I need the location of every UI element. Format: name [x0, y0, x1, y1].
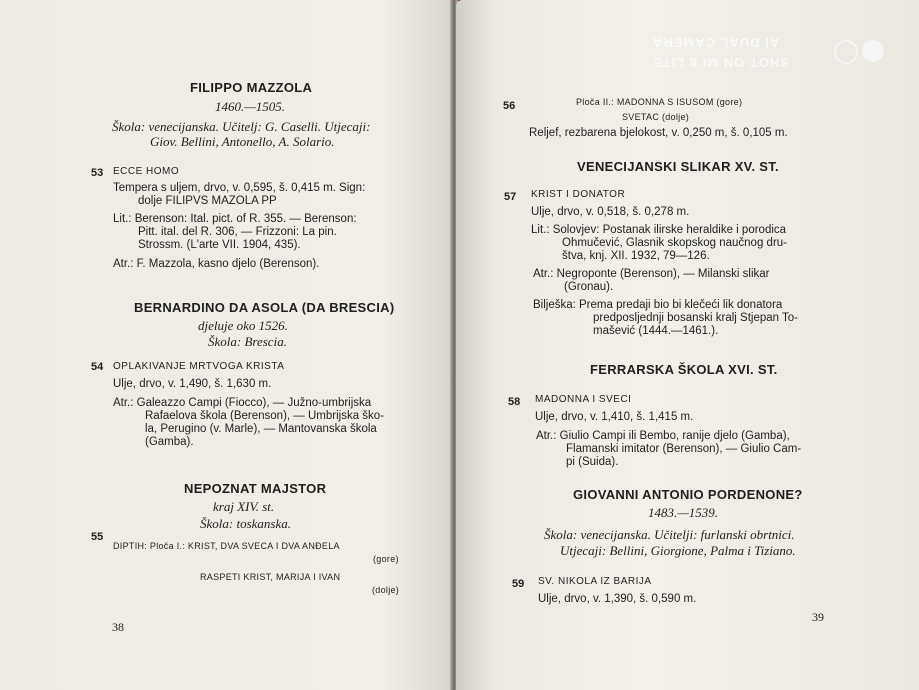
entry-text: (Gamba). [145, 436, 194, 448]
entry-title: DIPTIH: Ploča I.: KRIST, DVA SVECA I DVA ANĐELA [113, 541, 340, 551]
watermark-dot-icon [862, 40, 884, 62]
section-note: Utjecaji: Bellini, Giorgione, Palma i Tiziano. [560, 543, 796, 558]
entry-text: Ulje, drvo, v. 0,518, š. 0,278 m. [531, 206, 690, 218]
entry-text: Lit.: Solovjev: Postanak ilirske heraldike i porodica [531, 224, 787, 236]
right-page [456, 0, 919, 690]
section-note: Giov. Bellini, Antonello, A. Solario. [150, 134, 335, 149]
entry-text: Atr.: Negroponte (Berenson), — Milanski slikar [533, 268, 770, 280]
entry-text: Reljef, rezbarena bjelokost, v. 0,250 m, š. 0,105 m. [529, 127, 788, 139]
camera-watermark [652, 32, 789, 72]
section-note: Škola: venecijanska. Učitelj: G. Caselli. Utjecaji: [112, 119, 371, 134]
entry-text: Flamanski imitator (Berenson), — Giulio Cam- [566, 443, 802, 455]
entry-text: predposljednji bosanski kralj Stjepan To- [593, 312, 798, 324]
entry-title: OPLAKIVANJE MRTVOGA KRISTA [113, 361, 285, 372]
entry-text: Ohmučević, Glasnik skopskog naučnog dru- [562, 237, 787, 249]
section-title: VENECIJANSKI SLIKAR XV. ST. [577, 159, 779, 174]
entry-title: RASPETI KRIST, MARIJA I IVAN [200, 572, 341, 582]
section-note: Škola: venecijanska. Učitelji: furlanski obrtnici. [544, 527, 795, 542]
entry-title: ECCE HOMO [113, 166, 180, 177]
entry-title: SV. NIKOLA IZ BARIJA [538, 576, 652, 587]
entry-text: Pitt. ital. del R. 306, — Frizzoni: La pin. [138, 226, 337, 238]
entry-number: 56 [503, 100, 516, 112]
entry-text: pi (Suida). [566, 456, 619, 468]
section-title: GIOVANNI ANTONIO PORDENONE? [573, 487, 803, 502]
entry-number: 58 [508, 396, 521, 408]
section-note: kraj XIV. st. [213, 499, 275, 514]
entry-number: 59 [512, 578, 525, 590]
entry-title: MADONNA I SVECI [535, 394, 632, 405]
section-note: Škola: toskanska. [200, 516, 291, 531]
entry-text: Ulje, drvo, v. 1,410, š. 1,415 m. [535, 411, 694, 423]
entry-title: Ploča II.: MADONNA S ISUSOM (gore) [576, 97, 743, 107]
entry-number: 54 [91, 361, 104, 373]
entry-number: 55 [91, 531, 104, 543]
entry-text: Rafaelova škola (Berenson), — Umbrijska ško- [145, 410, 385, 422]
entry-text: Lit.: Berenson: Ital. pict. of R. 355. — Berenson: [113, 213, 357, 225]
entry-text: mašević (1444.—1461.). [593, 325, 719, 337]
entry-text: Tempera s uljem, drvo, v. 0,595, š. 0,415 m. Sign: [113, 182, 366, 194]
entry-text: Strossm. (L'arte VII. 1904, 435). [138, 239, 301, 251]
left-page [0, 0, 452, 690]
watermark-ring-icon [834, 40, 858, 64]
entry-text: (Gronau). [564, 281, 614, 293]
entry-text: (gore) [373, 554, 399, 564]
entry-text: Bilješka: Prema predaji bio bi klečeći lik donatora [533, 299, 783, 311]
entry-text: Ulje, drvo, v. 1,490, š. 1,630 m. [113, 378, 272, 390]
section-title: FILIPPO MAZZOLA [190, 80, 313, 95]
watermark-line: SHOT ON MI 8 LITE [652, 55, 789, 70]
entry-number: 53 [91, 167, 104, 179]
entry-text: Atr.: Galeazzo Campi (Fiocco), — Južno-umbrijska [113, 397, 372, 409]
section-note: Škola: Brescia. [208, 334, 287, 349]
entry-text: Atr.: Giulio Campi ili Bembo, ranije djelo (Gamba), [536, 430, 790, 442]
section-note: djeluje oko 1526. [198, 318, 288, 333]
entry-text: štva, knj. XII. 1932, 79—126. [562, 250, 710, 262]
entry-text: la, Perugino (v. Marle), — Mantovanska škola [145, 423, 377, 435]
entry-title: SVETAC (dolje) [622, 112, 690, 122]
entry-title: KRIST I DONATOR [531, 189, 626, 200]
entry-text: Ulje, drvo, v. 1,390, š. 0,590 m. [538, 593, 697, 605]
section-title: NEPOZNAT MAJSTOR [184, 481, 327, 496]
section-dates: 1483.—1539. [648, 505, 719, 520]
page-number: 38 [112, 620, 124, 634]
entry-number: 57 [504, 191, 517, 203]
page-number: 39 [812, 610, 824, 624]
section-title: FERRARSKA ŠKOLA XVI. ST. [590, 362, 778, 377]
section-dates: 1460.—1505. [215, 99, 286, 114]
watermark-line: AI DUAL CAMERA [652, 35, 780, 50]
entry-text: (dolje) [372, 585, 400, 595]
entry-text: dolje FILIPVS MAZOLA PP [138, 195, 277, 207]
section-title: BERNARDINO DA ASOLA (DA BRESCIA) [134, 300, 395, 315]
entry-text: Atr.: F. Mazzola, kasno djelo (Berenson). [113, 258, 320, 270]
